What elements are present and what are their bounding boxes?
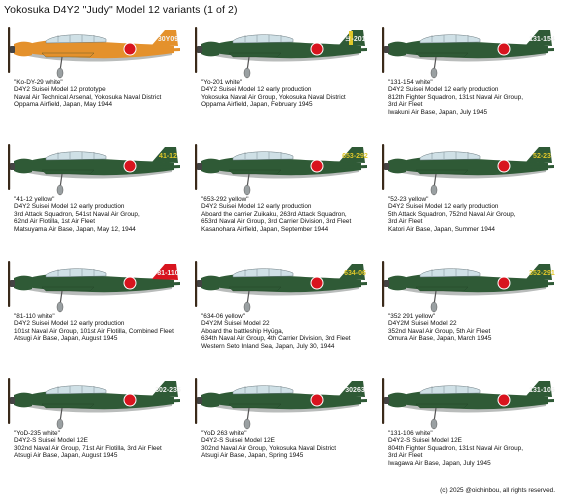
- variant-detail-line: D4Y2 Suisei Model 12 early production: [388, 203, 499, 211]
- spinner: [384, 280, 389, 287]
- canopy: [233, 269, 293, 277]
- hinomaru: [312, 278, 323, 289]
- variant-detail-line: Aboard the carrier Zuikaku, 263rd Attack Squadron,: [201, 210, 347, 218]
- tail-code: 131-106: [529, 387, 555, 394]
- variant-detail-line: D4Y2 Suisei Model 12 early production: [14, 203, 125, 211]
- variant-detail-line: D4Y2 Suisei Model 12 early production: [14, 320, 125, 328]
- variant-detail-line: 3rd Attack Squadron, 541st Naval Air Group,: [14, 210, 140, 218]
- engine-cowling: [201, 276, 219, 291]
- variant-code-label: "81-110 white": [14, 313, 55, 320]
- wing: [42, 287, 94, 291]
- hinomaru: [312, 395, 323, 406]
- variant-detail-line: Matsuyama Air Base, Japan, May 12, 1944: [14, 225, 136, 233]
- wheel: [57, 185, 63, 195]
- hinomaru: [125, 44, 136, 55]
- canopy: [233, 386, 293, 394]
- variant-caption: [388, 313, 560, 343]
- variant-card: [0, 256, 187, 371]
- tail-code: ヨ-201: [344, 36, 366, 43]
- aircraft-profile: [376, 256, 559, 314]
- engine-cowling: [201, 159, 219, 174]
- spinner: [10, 46, 15, 53]
- propeller: [8, 144, 10, 190]
- propeller: [382, 27, 384, 73]
- tail-code: 30263: [345, 387, 365, 394]
- aircraft-profile: [376, 22, 559, 80]
- tail-code: 653-292: [342, 153, 368, 160]
- variant-detail-line: D4Y2-S Suisei Model 12E: [201, 437, 275, 445]
- hinomaru: [125, 278, 136, 289]
- variant-caption: [388, 79, 560, 116]
- variant-detail-line: Iwakuni Air Base, Japan, July 1945: [388, 108, 488, 116]
- variant-detail-line: Omura Air Base, Japan, March 1945: [388, 335, 492, 343]
- page-title: Yokosuka D4Y2 "Judy" Model 12 variants (1 of 2): [4, 4, 238, 16]
- aircraft-profile: [2, 139, 185, 197]
- hinomaru: [499, 278, 510, 289]
- variant-card: [0, 373, 187, 488]
- variant-caption: [201, 430, 373, 460]
- wheel: [244, 419, 250, 429]
- variant-code-label: "41-12 yellow": [14, 196, 55, 203]
- variant-detail-line: Iwagawa Air Base, Japan, July 1945: [388, 459, 491, 467]
- variant-code-label: "YoD-235 white": [14, 430, 60, 437]
- wing: [42, 404, 94, 408]
- variant-detail-line: 3rd Air Fleet: [388, 101, 423, 109]
- variant-card: [374, 256, 561, 371]
- variant-detail-line: D4Y2M Suisei Model 22: [201, 320, 270, 328]
- variant-card: [187, 256, 374, 371]
- wing: [229, 404, 281, 408]
- wheel: [431, 419, 437, 429]
- variant-code-label: "52-23 yellow": [388, 196, 429, 203]
- variant-detail-line: 352nd Naval Air Group, 5th Air Fleet: [388, 327, 491, 335]
- engine-cowling: [388, 159, 406, 174]
- hinomaru: [125, 395, 136, 406]
- variant-card: [187, 373, 374, 488]
- variant-caption: [14, 196, 186, 233]
- tail-code: 81-110: [157, 270, 179, 277]
- variant-detail-line: 101st Naval Air Group, 101st Air Flotilla, Combined Fleet: [14, 327, 174, 335]
- variant-detail-line: 3rd Air Fleet: [388, 218, 423, 226]
- hinomaru: [499, 395, 510, 406]
- propeller: [8, 261, 10, 307]
- variant-card: [374, 22, 561, 137]
- propeller: [195, 261, 197, 307]
- variant-caption: [388, 430, 560, 467]
- tail-code: 131-154: [529, 36, 555, 43]
- aircraft-profile: [189, 22, 372, 80]
- propeller: [195, 144, 197, 190]
- variant-code-label: "YoD 263 white": [201, 430, 247, 437]
- variant-detail-line: 302nd Naval Air Group, 71st Air Flotilla, 3rd Air Fleet: [14, 444, 162, 452]
- variant-detail-line: Kasanohara Airfield, Japan, September 1944: [201, 225, 329, 233]
- engine-cowling: [388, 393, 406, 408]
- variant-code-label: "653-292 yellow": [201, 196, 249, 203]
- canopy: [46, 269, 106, 277]
- wheel: [431, 302, 437, 312]
- engine-cowling: [14, 42, 32, 57]
- hinomaru: [312, 161, 323, 172]
- engine-cowling: [14, 276, 32, 291]
- propeller: [195, 378, 197, 424]
- spinner: [197, 280, 202, 287]
- engine-cowling: [388, 276, 406, 291]
- aircraft-profile: [189, 256, 372, 314]
- variant-detail-line: D4Y2 Suisei Model 12 prototype: [14, 86, 106, 94]
- variant-detail-line: Western Seto Inland Sea, Japan, July 30, 1944: [201, 342, 335, 350]
- variant-card: [0, 139, 187, 254]
- aircraft-profile: [2, 256, 185, 314]
- variant-detail-line: 62nd Air Flotilla, 1st Air Fleet: [14, 218, 95, 226]
- variant-detail-line: Atsugi Air Base, Japan, Spring 1945: [201, 452, 304, 460]
- canopy: [233, 35, 293, 43]
- canopy: [420, 152, 480, 160]
- variant-detail-line: D4Y2-S Suisei Model 12E: [14, 437, 88, 445]
- aircraft-profile: [2, 373, 185, 431]
- variant-detail-line: D4Y2 Suisei Model 12 early production: [201, 86, 312, 94]
- propeller: [382, 378, 384, 424]
- variant-detail-line: Atsugi Air Base, Japan, August 1945: [14, 452, 118, 460]
- engine-cowling: [201, 393, 219, 408]
- aircraft-profile: [189, 139, 372, 197]
- variant-detail-line: Oppama Airfield, Japan, May 1944: [14, 101, 113, 109]
- copyright-notice: (c) 2025 @oichinbou, all rights reserved.: [440, 487, 555, 494]
- variant-caption: [14, 313, 186, 343]
- variant-code-label: "Ko-DY-29 white": [14, 79, 63, 86]
- variant-detail-line: Aboard the battleship Hyūga,: [201, 327, 284, 335]
- wing: [416, 170, 468, 174]
- hinomaru: [499, 44, 510, 55]
- hinomaru: [312, 44, 323, 55]
- variant-detail-line: 3rd Air Fleet: [388, 452, 423, 460]
- engine-cowling: [14, 393, 32, 408]
- variant-caption: [388, 196, 560, 233]
- variant-detail-line: 804th Fighter Squadron, 131st Naval Air Group,: [388, 444, 523, 452]
- tail-code: 634-06: [344, 270, 366, 277]
- wheel: [431, 68, 437, 78]
- propeller: [382, 261, 384, 307]
- spinner: [10, 397, 15, 404]
- wheel: [57, 68, 63, 78]
- variant-card: [187, 22, 374, 137]
- spinner: [384, 163, 389, 170]
- tail-code: 352-291: [529, 270, 555, 277]
- wing: [416, 404, 468, 408]
- canopy: [420, 269, 480, 277]
- variant-detail-line: 302nd Naval Air Group, Yokosuka Naval District: [201, 444, 336, 452]
- variant-code-label: "131-154 white": [388, 79, 433, 86]
- tail-code: 302-235: [155, 387, 181, 394]
- wheel: [57, 419, 63, 429]
- canopy: [233, 152, 293, 160]
- variant-detail-line: D4Y2M Suisei Model 22: [388, 320, 457, 328]
- wing: [416, 287, 468, 291]
- variant-card: [0, 22, 187, 137]
- wing: [229, 170, 281, 174]
- engine-cowling: [388, 42, 406, 57]
- tail-code: 52-23: [533, 153, 551, 160]
- variant-caption: [14, 79, 186, 109]
- variant-code-label: "131-106 white": [388, 430, 433, 437]
- propeller: [8, 378, 10, 424]
- variant-detail-line: Katori Air Base, Japan, Summer 1944: [388, 225, 495, 233]
- canopy: [46, 386, 106, 394]
- propeller: [8, 27, 10, 73]
- variant-detail-line: Oppama Airfield, Japan, February 1945: [201, 101, 313, 109]
- wing: [42, 170, 94, 174]
- propeller: [382, 144, 384, 190]
- engine-cowling: [201, 42, 219, 57]
- variant-detail-line: D4Y2-S Suisei Model 12E: [388, 437, 462, 445]
- canopy: [420, 35, 480, 43]
- variant-detail-line: 653rd Naval Air Group, 3rd Carrier Division, 3rd Fleet: [201, 218, 352, 226]
- wheel: [244, 302, 250, 312]
- wheel: [244, 185, 250, 195]
- spinner: [197, 163, 202, 170]
- variant-detail-line: 634th Naval Air Group, 4th Carrier Division, 3rd Fleet: [201, 335, 351, 343]
- spinner: [384, 397, 389, 404]
- variant-detail-line: Atsugi Air Base, Japan, August 1945: [14, 335, 118, 343]
- variant-detail-line: 812th Fighter Squadron, 131st Naval Air Group,: [388, 93, 523, 101]
- aircraft-profile: [376, 373, 559, 431]
- wheel: [57, 302, 63, 312]
- engine-cowling: [14, 159, 32, 174]
- canopy: [420, 386, 480, 394]
- variant-caption: [201, 79, 373, 109]
- variant-code-label: "634-06 yellow": [201, 313, 245, 320]
- tail-code: 30Y09: [157, 36, 179, 43]
- variant-card: [374, 139, 561, 254]
- aircraft-profile: [189, 373, 372, 431]
- tail-code: 41-12: [159, 153, 177, 160]
- hinomaru: [125, 161, 136, 172]
- wing: [229, 287, 281, 291]
- variant-card: [374, 373, 561, 488]
- variant-detail-line: 5th Attack Squadron, 752nd Naval Air Group,: [388, 210, 516, 218]
- wing: [416, 53, 468, 57]
- variant-caption: [201, 313, 373, 350]
- canopy: [46, 152, 106, 160]
- variant-detail-line: D4Y2 Suisei Model 12 early production: [201, 203, 312, 211]
- variant-detail-line: Naval Air Technical Arsenal, Yokosuka Naval District: [14, 93, 162, 101]
- hinomaru: [499, 161, 510, 172]
- variant-code-label: "Yo-201 white": [201, 79, 243, 86]
- wing: [42, 53, 94, 57]
- variant-detail-line: D4Y2 Suisei Model 12 early production: [388, 86, 499, 94]
- spinner: [197, 397, 202, 404]
- variant-detail-line: Yokosuka Naval Air Group, Yokosuka Naval District: [201, 93, 346, 101]
- spinner: [10, 163, 15, 170]
- spinner: [384, 46, 389, 53]
- wheel: [431, 185, 437, 195]
- spinner: [10, 280, 15, 287]
- variant-caption: [201, 196, 373, 233]
- variant-card: [187, 139, 374, 254]
- wing: [229, 53, 281, 57]
- wheel: [244, 68, 250, 78]
- propeller: [195, 27, 197, 73]
- canopy: [46, 35, 106, 43]
- variant-caption: [14, 430, 186, 460]
- spinner: [197, 46, 202, 53]
- variant-code-label: "352 291 yellow": [388, 313, 436, 320]
- aircraft-profile: [376, 139, 559, 197]
- aircraft-profile: [2, 22, 185, 80]
